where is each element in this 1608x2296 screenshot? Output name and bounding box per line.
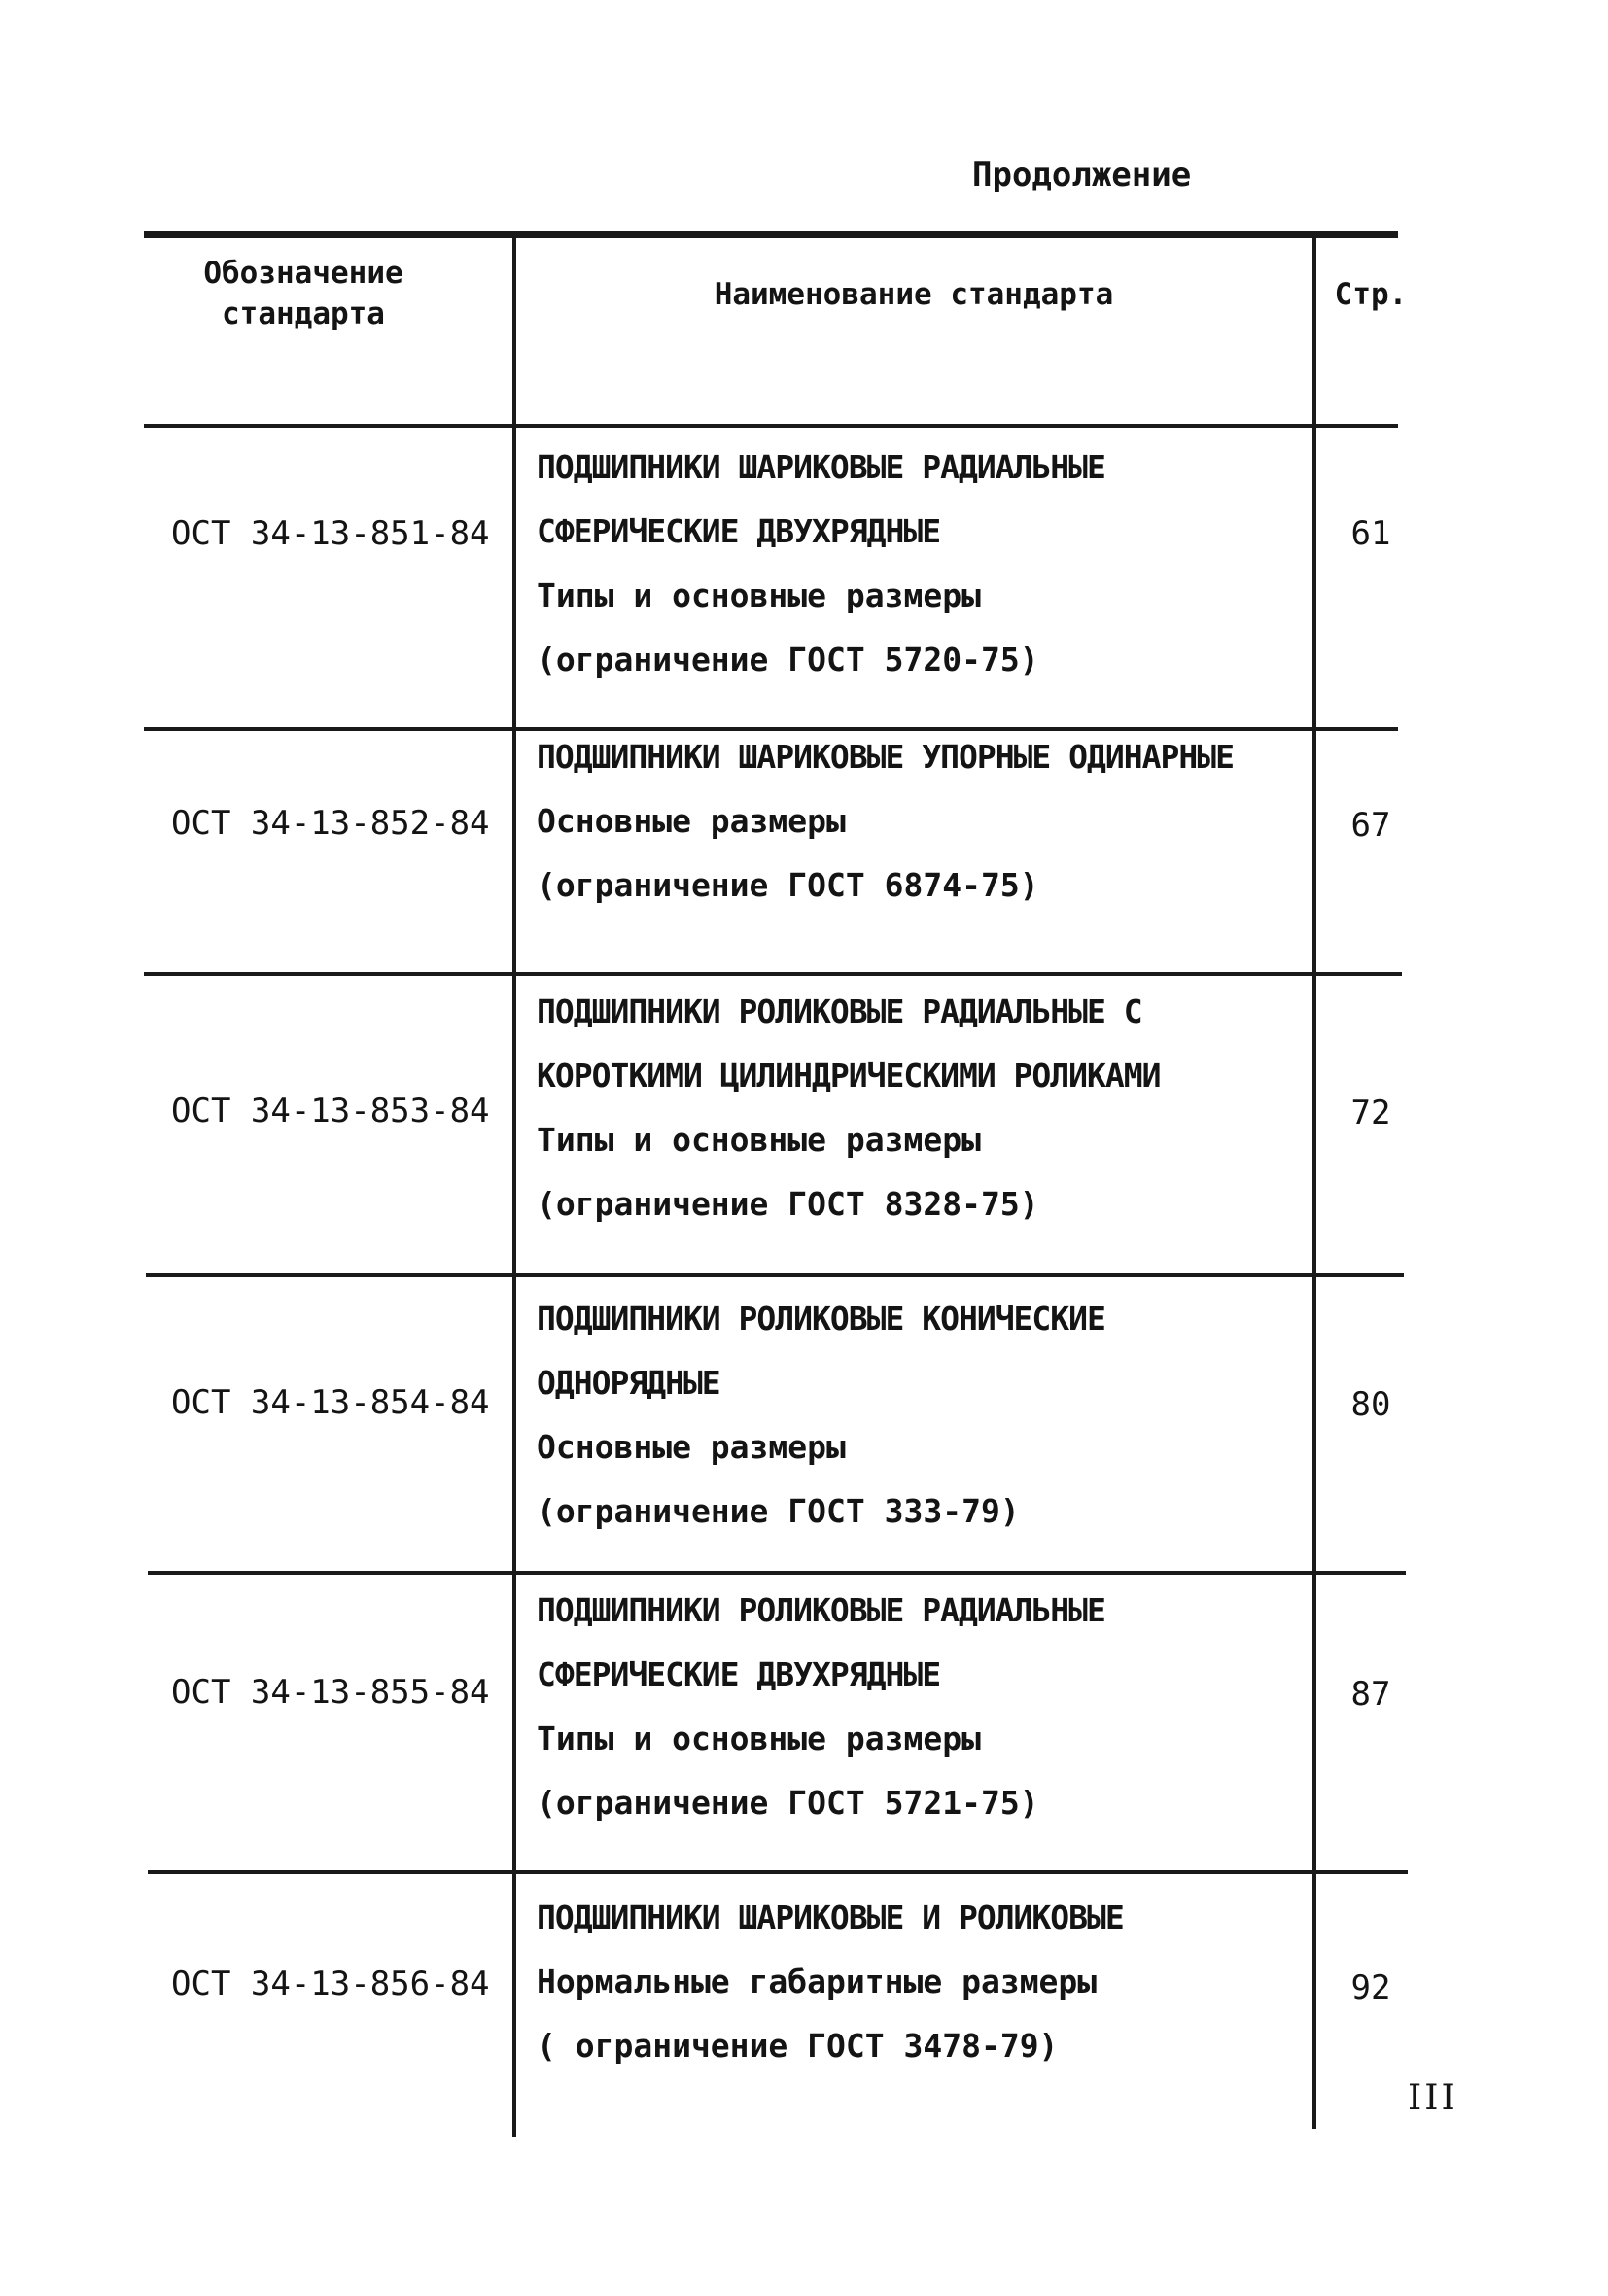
row-1-name — [537, 435, 1314, 692]
row-1-code: ОСТ 34-13-851-84 — [171, 514, 490, 553]
row-3-page: 72 — [1350, 1094, 1391, 1132]
column-header-code — [177, 253, 430, 334]
row-6-page: 92 — [1350, 1968, 1391, 2007]
row-5-name — [537, 1579, 1314, 1835]
column-header-code-text: Обозначение стандарта — [203, 256, 403, 331]
row-1-name-line: ПОДШИПНИКИ ШАРИКОВЫЕ РАДИАЛЬНЫЕ — [537, 448, 1105, 486]
row-3-code: ОСТ 34-13-853-84 — [171, 1092, 490, 1131]
row-6-code: ОСТ 34-13-856-84 — [171, 1965, 490, 2003]
table-top-rule — [144, 231, 1398, 238]
row-divider — [148, 1870, 1408, 1874]
row-5-name-line: (ограничение ГОСТ 5721-75) — [537, 1784, 1039, 1822]
row-6-name-line: ПОДШИПНИКИ ШАРИКОВЫЕ И РОЛИКОВЫЕ — [537, 1898, 1124, 1936]
row-2-page: 67 — [1350, 806, 1391, 845]
column-divider-left — [512, 237, 516, 2137]
row-6-name-line: ( ограничение ГОСТ 3478-79) — [537, 2027, 1059, 2065]
column-header-name: Наименование стандарта — [714, 277, 1114, 312]
row-6-name — [537, 1886, 1314, 2078]
row-4-name-line: Основные размеры — [537, 1428, 846, 1466]
row-1-name-line: (ограничение ГОСТ 5720-75) — [537, 641, 1039, 678]
row-3-name — [537, 980, 1314, 1236]
row-divider — [148, 1571, 1406, 1575]
row-2-name-line: (ограничение ГОСТ 6874-75) — [537, 866, 1039, 904]
row-5-name-line: Типы и основные размеры — [537, 1720, 981, 1757]
row-3-name-line: ПОДШИПНИКИ РОЛИКОВЫЕ РАДИАЛЬНЫЕ С — [537, 992, 1142, 1030]
header-bottom-rule — [144, 424, 1398, 428]
column-header-page: Стр. — [1334, 277, 1408, 312]
row-divider — [146, 1273, 1404, 1277]
row-5-name-line: СФЕРИЧЕСКИЕ ДВУХРЯДНЫЕ — [537, 1655, 941, 1693]
row-2-code: ОСТ 34-13-852-84 — [171, 804, 490, 843]
row-3-name-line: Типы и основные размеры — [537, 1121, 981, 1159]
row-4-code: ОСТ 34-13-854-84 — [171, 1383, 490, 1422]
row-6-name-line: Нормальные габаритные размеры — [537, 1963, 1098, 2000]
row-1-page: 61 — [1350, 514, 1391, 553]
row-2-name-line: ПОДШИПНИКИ ШАРИКОВЫЕ УПОРНЫЕ ОДИНАРНЫЕ — [537, 738, 1234, 776]
row-1-name-line: Типы и основные размеры — [537, 576, 981, 614]
row-4-name-line: ОДНОРЯДНЫЕ — [537, 1364, 720, 1402]
row-5-name-line: ПОДШИПНИКИ РОЛИКОВЫЕ РАДИАЛЬНЫЕ — [537, 1591, 1105, 1629]
row-3-name-line: КОРОТКИМИ ЦИЛИНДРИЧЕСКИМИ РОЛИКАМИ — [537, 1057, 1161, 1095]
row-4-page: 80 — [1350, 1385, 1391, 1424]
row-4-name-line: (ограничение ГОСТ 333-79) — [537, 1492, 1020, 1530]
row-4-name-line: ПОДШИПНИКИ РОЛИКОВЫЕ КОНИЧЕСКИЕ — [537, 1300, 1105, 1338]
row-2-name — [537, 725, 1314, 918]
row-2-name-line: Основные размеры — [537, 802, 846, 840]
row-1-name-line: СФЕРИЧЕСКИЕ ДВУХРЯДНЫЕ — [537, 512, 941, 550]
row-divider — [144, 972, 1402, 976]
row-5-page: 87 — [1350, 1675, 1391, 1714]
row-4-name — [537, 1287, 1314, 1544]
page-number: III — [1408, 2078, 1458, 2118]
row-3-name-line: (ограничение ГОСТ 8328-75) — [537, 1185, 1039, 1223]
row-5-code: ОСТ 34-13-855-84 — [171, 1673, 490, 1712]
continuation-label: Продолжение — [972, 156, 1192, 194]
